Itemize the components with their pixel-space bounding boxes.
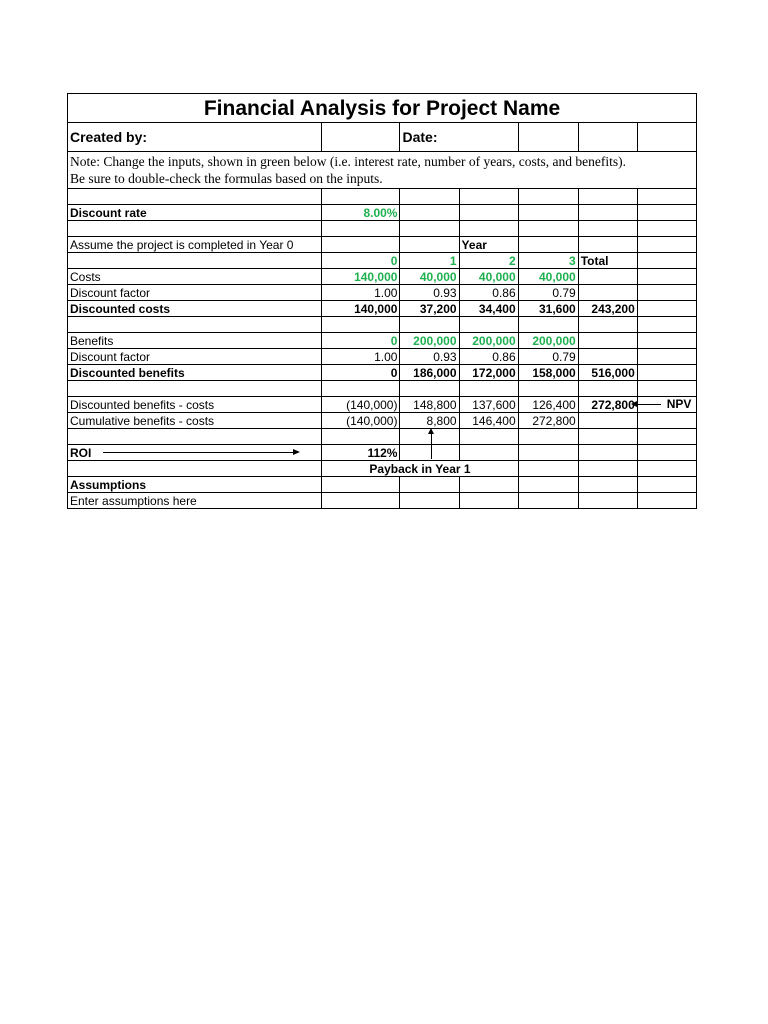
empty-cell[interactable]	[400, 189, 459, 205]
cost-year-3[interactable]: 40,000	[518, 269, 578, 285]
empty-cell[interactable]	[459, 221, 518, 237]
blank-row	[68, 189, 697, 205]
empty-cell[interactable]	[518, 189, 578, 205]
cost-factor-year-0[interactable]: 1.00	[322, 285, 400, 301]
blank-row	[68, 429, 697, 445]
empty-cell[interactable]	[518, 429, 578, 445]
date-value-cell[interactable]	[518, 123, 578, 152]
year-header[interactable]: Year	[459, 237, 518, 253]
cumulative-year-2[interactable]: 146,400	[459, 413, 518, 429]
total-header[interactable]: Total	[578, 253, 637, 269]
empty-cell[interactable]	[637, 365, 696, 381]
benefits-label[interactable]: Benefits	[68, 333, 322, 349]
empty-cell[interactable]	[322, 381, 400, 397]
empty-cell[interactable]	[578, 123, 637, 152]
empty-cell[interactable]	[459, 445, 518, 461]
net-year-0[interactable]: (140,000)	[322, 397, 400, 413]
empty-cell[interactable]	[637, 237, 696, 253]
benefit-factor-year-3[interactable]: 0.79	[518, 349, 578, 365]
year-2-header[interactable]: 2	[459, 253, 518, 269]
cost-year-0[interactable]: 140,000	[322, 269, 400, 285]
discounted-costs-label[interactable]: Discounted costs	[68, 301, 322, 317]
discount-rate-input[interactable]: 8.00%	[322, 205, 400, 221]
assumptions-label[interactable]: Assumptions	[68, 477, 322, 493]
empty-cell[interactable]	[578, 237, 637, 253]
empty-cell[interactable]	[578, 445, 637, 461]
benefits-row	[68, 333, 697, 349]
net-year-3[interactable]: 126,400	[518, 397, 578, 413]
empty-cell[interactable]	[459, 205, 518, 221]
empty-cell[interactable]	[68, 189, 322, 205]
cumulative-year-0[interactable]: (140,000)	[322, 413, 400, 429]
empty-cell[interactable]	[637, 253, 696, 269]
benefit-year-0[interactable]: 0	[322, 333, 400, 349]
discounted-benefit-year-3[interactable]: 158,000	[518, 365, 578, 381]
empty-cell[interactable]	[578, 477, 637, 493]
payback-pointer-cell[interactable]	[400, 429, 459, 445]
empty-cell[interactable]	[322, 221, 400, 237]
empty-cell[interactable]	[518, 381, 578, 397]
benefit-year-1[interactable]: 200,000	[400, 333, 459, 349]
costs-row	[68, 269, 697, 285]
empty-cell[interactable]	[68, 461, 322, 477]
empty-cell[interactable]	[68, 381, 322, 397]
empty-cell[interactable]	[637, 221, 696, 237]
empty-cell[interactable]	[578, 333, 637, 349]
assume-completed-label[interactable]: Assume the project is completed in Year 0	[68, 237, 322, 253]
assumptions-entry-row	[68, 493, 697, 509]
note-cell[interactable]	[68, 152, 697, 189]
empty-cell[interactable]	[637, 413, 696, 429]
empty-cell[interactable]	[459, 477, 518, 493]
cost-discount-factor-row	[68, 285, 697, 301]
year-1-header[interactable]: 1	[400, 253, 459, 269]
cumulative-row	[68, 413, 697, 429]
blank-row	[68, 221, 697, 237]
empty-cell[interactable]	[518, 205, 578, 221]
discounted-benefits-label[interactable]: Discounted benefits	[68, 365, 322, 381]
empty-cell[interactable]	[637, 477, 696, 493]
discounted-cost-year-1[interactable]: 37,200	[400, 301, 459, 317]
empty-cell[interactable]	[637, 301, 696, 317]
empty-cell[interactable]	[578, 349, 637, 365]
empty-cell[interactable]	[518, 477, 578, 493]
empty-cell[interactable]	[637, 189, 696, 205]
empty-cell[interactable]	[637, 349, 696, 365]
empty-cell[interactable]	[459, 429, 518, 445]
empty-cell[interactable]	[637, 123, 696, 152]
empty-cell[interactable]	[322, 237, 400, 253]
empty-cell[interactable]	[322, 493, 400, 509]
net-benefits-row	[68, 397, 697, 413]
roi-row	[68, 445, 697, 461]
empty-cell[interactable]	[637, 429, 696, 445]
npv-value-cell[interactable]	[578, 397, 692, 413]
benefit-factor-year-0[interactable]: 1.00	[322, 349, 400, 365]
empty-cell[interactable]	[322, 189, 400, 205]
discounted-cost-year-2[interactable]: 34,400	[459, 301, 518, 317]
arrow-left-icon	[637, 404, 661, 405]
empty-cell[interactable]	[578, 413, 637, 429]
blank-row	[68, 317, 697, 333]
roi-value[interactable]: 112%	[322, 445, 400, 461]
cumulative-label[interactable]: Cumulative benefits - costs	[68, 413, 322, 429]
discounted-benefit-year-0[interactable]: 0	[322, 365, 400, 381]
empty-cell[interactable]	[459, 493, 518, 509]
discounted-benefit-year-1[interactable]: 186,000	[400, 365, 459, 381]
empty-cell[interactable]	[637, 205, 696, 221]
costs-label[interactable]: Costs	[68, 269, 322, 285]
empty-cell[interactable]	[459, 317, 518, 333]
empty-cell[interactable]	[459, 189, 518, 205]
net-year-1[interactable]: 148,800	[400, 397, 459, 413]
benefit-factor-year-1[interactable]: 0.93	[400, 349, 459, 365]
cost-year-1[interactable]: 40,000	[400, 269, 459, 285]
sheet-title[interactable]: Financial Analysis for Project Name	[68, 94, 697, 123]
assumptions-header-row	[68, 477, 697, 493]
empty-cell[interactable]	[518, 493, 578, 509]
empty-cell[interactable]	[578, 205, 637, 221]
empty-cell[interactable]	[578, 317, 637, 333]
empty-cell[interactable]	[518, 237, 578, 253]
empty-cell[interactable]	[637, 381, 696, 397]
empty-cell[interactable]	[68, 221, 322, 237]
empty-cell[interactable]	[400, 477, 459, 493]
empty-cell[interactable]	[578, 493, 637, 509]
empty-cell[interactable]	[400, 317, 459, 333]
year-3-header[interactable]: 3	[518, 253, 578, 269]
empty-cell[interactable]	[68, 253, 322, 269]
assumption-year-row	[68, 237, 697, 253]
note-line-1: Note: Change the inputs, shown in green below (i.e. interest rate, number of years, costs, and benefits).	[70, 154, 626, 169]
discounted-costs-row	[68, 301, 697, 317]
note-line-2: Be sure to double-check the formulas based on the inputs.	[70, 171, 383, 186]
npv-label: NPV	[666, 397, 692, 411]
cost-factor-year-2[interactable]: 0.86	[459, 285, 518, 301]
empty-cell[interactable]	[400, 493, 459, 509]
empty-cell[interactable]	[518, 445, 578, 461]
npv-pointer	[637, 398, 692, 411]
empty-cell[interactable]	[637, 445, 696, 461]
benefit-year-3[interactable]: 200,000	[518, 333, 578, 349]
blank-row	[68, 381, 697, 397]
empty-cell[interactable]	[68, 317, 322, 333]
cost-factor-year-3[interactable]: 0.79	[518, 285, 578, 301]
roi-label-cell[interactable]	[68, 445, 322, 461]
benefit-discount-factor-label[interactable]: Discount factor	[68, 349, 322, 365]
cost-discount-factor-label[interactable]: Discount factor	[68, 285, 322, 301]
empty-cell[interactable]	[68, 429, 322, 445]
roi-label: ROI	[70, 446, 92, 460]
note-row	[68, 152, 697, 189]
empty-cell[interactable]	[578, 189, 637, 205]
empty-cell[interactable]	[578, 381, 637, 397]
discounted-benefits-row	[68, 365, 697, 381]
empty-cell[interactable]	[578, 269, 637, 285]
empty-cell[interactable]	[322, 429, 400, 445]
discounted-cost-year-3[interactable]: 31,600	[518, 301, 578, 317]
created-by-value-cell[interactable]	[322, 123, 400, 152]
empty-cell[interactable]	[637, 285, 696, 301]
financial-analysis-sheet	[67, 93, 697, 509]
date-label[interactable]: Date:	[400, 123, 518, 152]
year-0-header[interactable]: 0	[322, 253, 400, 269]
discount-rate-label[interactable]: Discount rate	[68, 205, 322, 221]
cost-factor-year-1[interactable]: 0.93	[400, 285, 459, 301]
arrow-right-icon	[103, 452, 293, 453]
cost-year-2[interactable]: 40,000	[459, 269, 518, 285]
empty-cell[interactable]	[578, 285, 637, 301]
empty-cell[interactable]	[400, 221, 459, 237]
empty-cell[interactable]	[400, 237, 459, 253]
empty-cell[interactable]	[322, 477, 400, 493]
created-by-label[interactable]: Created by:	[68, 123, 322, 152]
empty-cell[interactable]	[518, 317, 578, 333]
empty-cell[interactable]	[637, 333, 696, 349]
benefit-discount-factor-row	[68, 349, 697, 365]
empty-cell[interactable]	[459, 381, 518, 397]
discount-rate-row	[68, 205, 697, 221]
net-year-2[interactable]: 137,600	[459, 397, 518, 413]
benefit-year-2[interactable]: 200,000	[459, 333, 518, 349]
header-row	[68, 123, 697, 152]
arrow-up-icon	[431, 433, 432, 459]
empty-cell[interactable]	[578, 429, 637, 445]
empty-cell[interactable]	[518, 461, 578, 477]
empty-cell[interactable]	[322, 317, 400, 333]
empty-cell[interactable]	[637, 461, 696, 477]
assumptions-entry[interactable]: Enter assumptions here	[68, 493, 322, 509]
discounted-benefit-year-2[interactable]: 172,000	[459, 365, 518, 381]
net-benefits-label[interactable]: Discounted benefits - costs	[68, 397, 322, 413]
empty-cell[interactable]	[637, 493, 696, 509]
discounted-cost-year-0[interactable]: 140,000	[322, 301, 400, 317]
empty-cell[interactable]	[400, 381, 459, 397]
empty-cell[interactable]	[578, 461, 637, 477]
payback-label[interactable]: Payback in Year 1	[322, 461, 518, 477]
empty-cell[interactable]	[518, 221, 578, 237]
discounted-benefits-total[interactable]: 516,000	[578, 365, 637, 381]
benefit-factor-year-2[interactable]: 0.86	[459, 349, 518, 365]
year-numbers-row	[68, 253, 697, 269]
cumulative-year-1[interactable]: 8,800	[400, 413, 459, 429]
empty-cell[interactable]	[400, 445, 459, 461]
title-row	[68, 94, 697, 123]
payback-row	[68, 461, 697, 477]
empty-cell[interactable]	[637, 269, 696, 285]
cumulative-year-3[interactable]: 272,800	[518, 413, 578, 429]
empty-cell[interactable]	[637, 317, 696, 333]
empty-cell[interactable]	[578, 221, 637, 237]
discounted-costs-total[interactable]: 243,200	[578, 301, 637, 317]
empty-cell[interactable]	[400, 205, 459, 221]
npv-value: 272,800	[591, 398, 635, 412]
